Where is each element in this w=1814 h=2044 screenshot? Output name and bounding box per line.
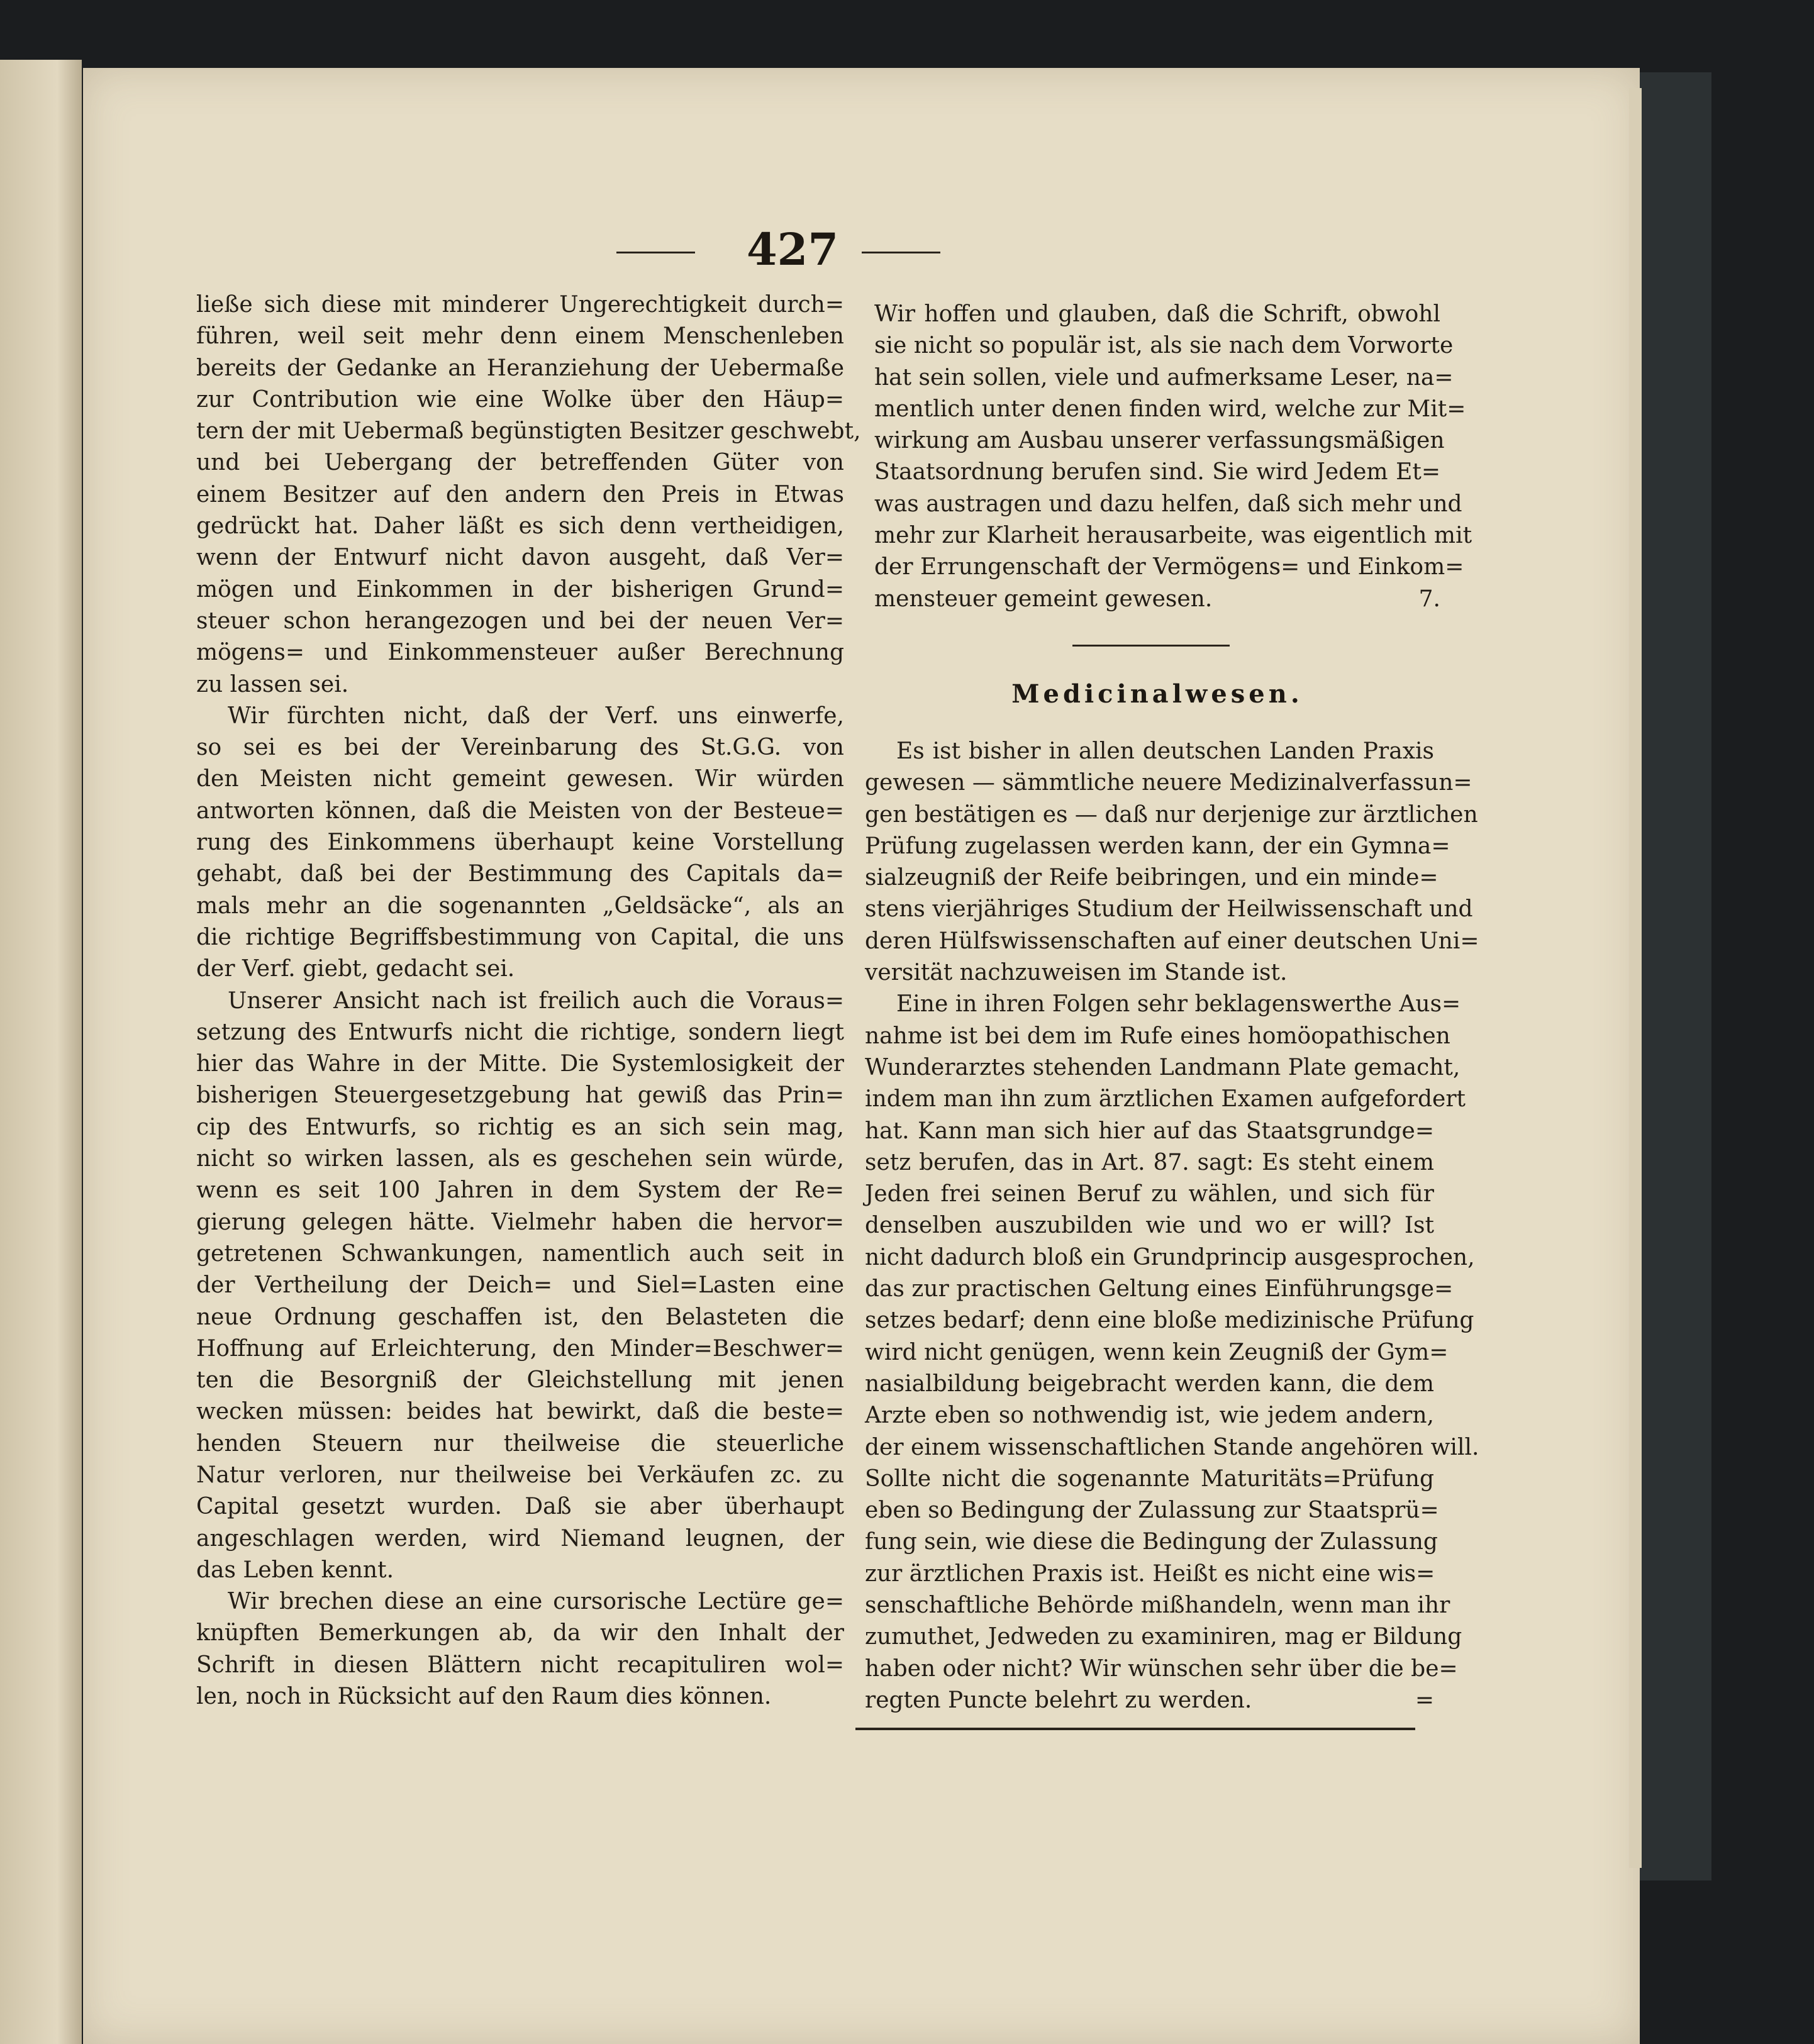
text-line: zur Contribution wie eine Wolke über den Häup= — [196, 386, 844, 413]
text-line: Schrift in diesen Blättern nicht recapituliren wol= — [196, 1652, 844, 1678]
text-line: indem man ihn zum ärztlichen Examen aufgefordert — [865, 1086, 1466, 1113]
text-line: nicht so wirken lassen, als es geschehen sein würde, — [196, 1146, 844, 1172]
text-line: mensteuer gemeint gewesen. 7. — [874, 584, 1440, 615]
text-line: neue Ordnung geschaffen ist, den Belasteten die — [196, 1304, 844, 1330]
header-rule-left — [616, 252, 695, 253]
text-line: mögen und Einkommen in der bisherigen Grund= — [196, 576, 844, 603]
text-line: Unserer Ansicht nach ist freilich auch die Voraus= — [228, 987, 844, 1014]
text-line: nahme ist bei dem im Rufe eines homöopathischen — [865, 1023, 1450, 1049]
text-line: wirkung am Ausbau unserer verfassungsmäßigen — [874, 428, 1445, 454]
header-rule-right — [862, 252, 940, 253]
text-line: gierung gelegen hätte. Vielmehr haben die hervor= — [196, 1209, 844, 1235]
text-line: Staatsordnung berufen sind. Sie wird Jedem Et= — [874, 459, 1440, 486]
text-line: Natur verloren, nur theilweise bei Verkäufen zc. zu — [196, 1462, 844, 1488]
text-line: stens vierjähriges Studium der Heilwissenschaft und — [865, 896, 1473, 923]
author-signature: 7. — [1418, 586, 1440, 612]
footer-rule — [855, 1728, 1415, 1730]
text-line: Wir fürchten nicht, daß der Verf. uns einwerfe, — [228, 703, 844, 729]
text-line: senschaftliche Behörde mißhandeln, wenn man ihr — [865, 1592, 1450, 1619]
text-line: Hoffnung auf Erleichterung, den Minder=Beschwer= — [196, 1335, 844, 1362]
text-line: getretenen Schwankungen, namentlich auch seit in — [196, 1240, 844, 1267]
facing-page-edge — [0, 60, 82, 2044]
text-line: der Errungenschaft der Vermögens= und Einkom= — [874, 554, 1464, 580]
text-line: den Meisten nicht gemeint gewesen. Wir würden — [196, 766, 844, 792]
text-line: bereits der Gedanke an Heranziehung der Uebermaße — [196, 355, 844, 381]
text-line: ten die Besorgniß der Gleichstellung mit jenen — [196, 1367, 844, 1394]
text-line: setz berufen, das in Art. 87. sagt: Es steht einem — [865, 1149, 1434, 1175]
text-line: zu lassen sei. — [196, 671, 349, 697]
right-column-bottom — [865, 736, 1479, 1716]
text-line: cip des Entwurfs, so richtig es an sich sein mag, — [196, 1114, 844, 1140]
text-line: der einem wissenschaftlichen Stande angehören will. — [865, 1434, 1479, 1460]
text-line: nasialbildung beigebracht werden kann, die dem — [865, 1370, 1434, 1397]
text-line: führen, weil seit mehr denn einem Menschenleben — [196, 323, 844, 350]
text-line: der Verf. giebt, gedacht sei. — [196, 956, 515, 982]
page-number: 427 — [746, 223, 839, 275]
text-line: tern der mit Uebermaß begünstigten Besitzer geschwebt, — [196, 418, 861, 445]
author-signature: = — [1415, 1687, 1434, 1713]
text-line: mentlich unter denen finden wird, welche zur Mit= — [874, 396, 1466, 422]
text-line: Jeden frei seinen Beruf zu wählen, und sich für — [865, 1181, 1434, 1208]
text-line: gen bestätigen es — daß nur derjenige zur ärztlichen — [865, 801, 1478, 828]
text-line: das Leben kennt. — [196, 1557, 394, 1583]
text-line: wecken müssen: beides hat bewirkt, daß die beste= — [196, 1399, 844, 1425]
text-line: gedrückt hat. Daher läßt es sich denn vertheidigen, — [196, 513, 844, 540]
text-line: so sei es bei der Vereinbarung des St.G.G. von — [196, 735, 844, 761]
text-line: knüpften Bemerkungen ab, da wir den Inhalt der — [196, 1620, 844, 1647]
text-line: Sollte nicht die sogenannte Maturitäts=Prüfung — [865, 1465, 1434, 1492]
text-line: setzes bedarf; denn eine bloße medizinische Prüfung — [865, 1308, 1474, 1334]
text-line: wenn es seit 100 Jahren in dem System der Re= — [196, 1177, 844, 1204]
text-line: was austragen und dazu helfen, daß sich mehr und — [874, 491, 1462, 517]
text-line: Wir brechen diese an eine cursorische Lectüre ge= — [228, 1589, 844, 1615]
text-line: Arzte eben so nothwendig ist, wie jedem andern, — [865, 1402, 1434, 1429]
text-line: hier das Wahre in der Mitte. Die Systemlosigkeit der — [196, 1051, 844, 1077]
text-line: wird nicht genügen, wenn kein Zeugniß der Gym= — [865, 1339, 1449, 1365]
section-divider-rule — [1072, 645, 1230, 647]
text-line: sie nicht so populär ist, als sie nach dem Vorworte — [874, 333, 1454, 359]
section-title: Medicinalwesen. — [1011, 679, 1303, 709]
text-line: einem Besitzer auf den andern den Preis in Etwas — [196, 481, 844, 508]
text-line: gehabt, daß bei der Bestimmung des Capitals da= — [196, 861, 844, 887]
text-line: zur ärztlichen Praxis ist. Heißt es nicht eine wis= — [865, 1560, 1435, 1587]
text-line: henden Steuern nur theilweise die steuerliche — [196, 1430, 844, 1457]
page-header — [0, 223, 1814, 274]
text-line: wenn der Entwurf nicht davon ausgeht, daß Ver= — [196, 545, 844, 571]
text-line: nicht dadurch bloß ein Grundprincip ausgesprochen, — [865, 1244, 1475, 1270]
text-line: versität nachzuweisen im Stande ist. — [865, 960, 1288, 986]
text-line: der Vertheilung der Deich= und Siel=Lasten eine — [196, 1272, 844, 1299]
text-line: bisherigen Steuergesetzgebung hat gewiß das Prin= — [196, 1082, 844, 1109]
text-line: deren Hülfswissenschaften auf einer deutschen Uni= — [865, 928, 1479, 954]
text-line: mögens= und Einkommensteuer außer Berechnung — [196, 640, 844, 666]
text-line: hat. Kann man sich hier auf das Staatsgrundge= — [865, 1118, 1434, 1144]
text-line: rung des Einkommens überhaupt keine Vorstellung — [196, 830, 844, 856]
text-line: das zur practischen Geltung eines Einführungsge= — [865, 1276, 1454, 1302]
left-column — [196, 289, 861, 1713]
page-fore-edge — [1629, 88, 1642, 1868]
text-line: Prüfung zugelassen werden kann, der ein Gymna= — [865, 833, 1450, 859]
text-line: fung sein, wie diese die Bedingung der Zulassung — [865, 1529, 1438, 1555]
text-line: haben oder nicht? Wir wünschen sehr über die be= — [865, 1655, 1458, 1682]
text-line: antworten können, daß die Meisten von der Besteue= — [196, 797, 844, 824]
text-line: Eine in ihren Folgen sehr beklagenswerthe Aus= — [896, 991, 1461, 1018]
text-line: Es ist bisher in allen deutschen Landen Praxis — [896, 738, 1434, 764]
text-line: Wunderarztes stehenden Landmann Plate gemacht, — [865, 1054, 1461, 1080]
text-line: sialzeugniß der Reife beibringen, und ein minde= — [865, 865, 1438, 891]
text-line: mehr zur Klarheit herausarbeite, was eigentlich mit — [874, 523, 1472, 549]
text-line: zumuthet, Jedweden zu examiniren, mag er Bildung — [865, 1624, 1462, 1650]
text-line: Capital gesetzt wurden. Daß sie aber überhaupt — [196, 1494, 844, 1520]
text-line: ließe sich diese mit minderer Ungerechtigkeit durch= — [196, 292, 844, 318]
text-line: hat sein sollen, viele und aufmerksame Leser, na= — [874, 364, 1454, 391]
text-line: mals mehr an die sogenannten „Geldsäcke“, als an — [196, 892, 844, 919]
text-line: denselben auszubilden wie und wo er will? Ist — [865, 1213, 1434, 1239]
text-line: eben so Bedingung der Zulassung zur Staatsprü= — [865, 1497, 1439, 1524]
text-line: Wir hoffen und glauben, daß die Schrift, obwohl — [874, 301, 1440, 327]
text-line: regten Puncte belehrt zu werden. = — [865, 1685, 1434, 1716]
text-line: setzung des Entwurfs nicht die richtige, sondern liegt — [196, 1019, 844, 1045]
text-line: die richtige Begriffsbestimmung von Capital, die uns — [196, 924, 844, 950]
text-line: steuer schon herangezogen und bei der neuen Ver= — [196, 608, 844, 634]
text-line: angeschlagen werden, wird Niemand leugnen, der — [196, 1525, 844, 1552]
text-line: und bei Uebergang der betreffenden Güter von — [196, 450, 844, 476]
text-line: len, noch in Rücksicht auf den Raum dies können. — [196, 1684, 772, 1710]
text-line: gewesen — sämmtliche neuere Medizinalverfassun= — [865, 770, 1472, 796]
right-column-top — [874, 299, 1472, 615]
